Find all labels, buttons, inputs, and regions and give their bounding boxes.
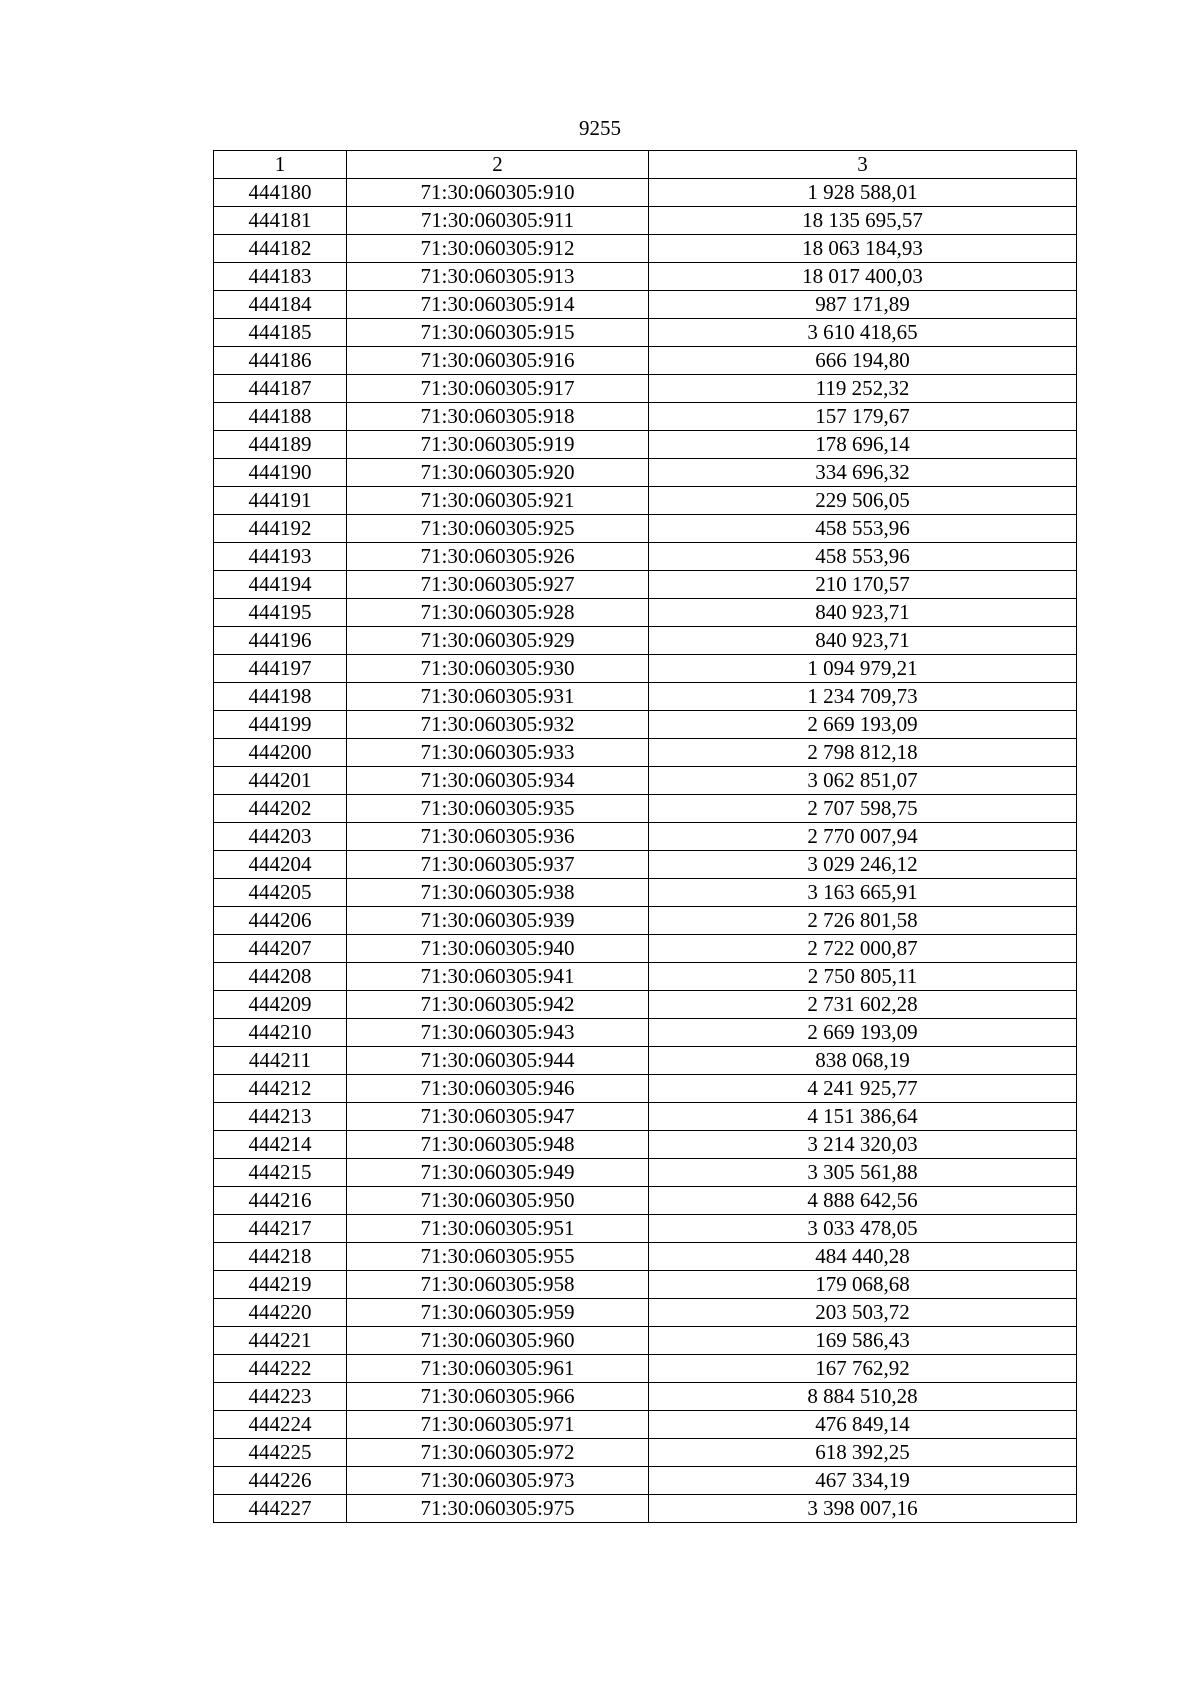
page-number: 9255 — [579, 116, 621, 140]
value-cell: 3 305 561,88 — [649, 1159, 1077, 1187]
table-row — [214, 1355, 1077, 1383]
cadastral-number-cell: 71:30:060305:949 — [347, 1159, 649, 1187]
table-row — [214, 1215, 1077, 1243]
value-cell: 179 068,68 — [649, 1271, 1077, 1299]
row-number-cell: 444219 — [214, 1271, 347, 1299]
row-number-cell: 444203 — [214, 823, 347, 851]
cadastral-number-cell: 71:30:060305:910 — [347, 179, 649, 207]
data-table — [213, 150, 1077, 1523]
column-header-3: 3 — [649, 151, 1077, 179]
value-cell: 1 094 979,21 — [649, 655, 1077, 683]
cadastral-number-cell: 71:30:060305:929 — [347, 627, 649, 655]
cadastral-number-cell: 71:30:060305:938 — [347, 879, 649, 907]
row-number-cell: 444216 — [214, 1187, 347, 1215]
table-row — [214, 739, 1077, 767]
value-cell: 157 179,67 — [649, 403, 1077, 431]
value-cell: 3 163 665,91 — [649, 879, 1077, 907]
cadastral-number-cell: 71:30:060305:917 — [347, 375, 649, 403]
value-cell: 3 062 851,07 — [649, 767, 1077, 795]
row-number-cell: 444214 — [214, 1131, 347, 1159]
value-cell: 3 029 246,12 — [649, 851, 1077, 879]
value-cell: 2 707 598,75 — [649, 795, 1077, 823]
table-row — [214, 1495, 1077, 1523]
cadastral-number-cell: 71:30:060305:955 — [347, 1243, 649, 1271]
cadastral-number-cell: 71:30:060305:944 — [347, 1047, 649, 1075]
row-number-cell: 444198 — [214, 683, 347, 711]
table-row — [214, 179, 1077, 207]
value-cell: 3 610 418,65 — [649, 319, 1077, 347]
row-number-cell: 444194 — [214, 571, 347, 599]
table-row — [214, 599, 1077, 627]
value-cell: 210 170,57 — [649, 571, 1077, 599]
table-row — [214, 263, 1077, 291]
value-cell: 178 696,14 — [649, 431, 1077, 459]
table-header-row — [214, 151, 1077, 179]
row-number-cell: 444196 — [214, 627, 347, 655]
cadastral-number-cell: 71:30:060305:921 — [347, 487, 649, 515]
cadastral-number-cell: 71:30:060305:911 — [347, 207, 649, 235]
cadastral-number-cell: 71:30:060305:940 — [347, 935, 649, 963]
value-cell: 2 669 193,09 — [649, 711, 1077, 739]
row-number-cell: 444187 — [214, 375, 347, 403]
table-row — [214, 935, 1077, 963]
table-row — [214, 1299, 1077, 1327]
value-cell: 4 151 386,64 — [649, 1103, 1077, 1131]
row-number-cell: 444215 — [214, 1159, 347, 1187]
value-cell: 18 063 184,93 — [649, 235, 1077, 263]
value-cell: 334 696,32 — [649, 459, 1077, 487]
table-row — [214, 851, 1077, 879]
row-number-cell: 444218 — [214, 1243, 347, 1271]
cadastral-number-cell: 71:30:060305:925 — [347, 515, 649, 543]
cadastral-number-cell: 71:30:060305:947 — [347, 1103, 649, 1131]
row-number-cell: 444180 — [214, 179, 347, 207]
table-row — [214, 1467, 1077, 1495]
table-row — [214, 1439, 1077, 1467]
cadastral-number-cell: 71:30:060305:933 — [347, 739, 649, 767]
table-row — [214, 347, 1077, 375]
table-row — [214, 963, 1077, 991]
table-row — [214, 207, 1077, 235]
row-number-cell: 444217 — [214, 1215, 347, 1243]
table-row — [214, 1103, 1077, 1131]
row-number-cell: 444207 — [214, 935, 347, 963]
row-number-cell: 444197 — [214, 655, 347, 683]
value-cell: 467 334,19 — [649, 1467, 1077, 1495]
cadastral-number-cell: 71:30:060305:935 — [347, 795, 649, 823]
row-number-cell: 444185 — [214, 319, 347, 347]
row-number-cell: 444188 — [214, 403, 347, 431]
row-number-cell: 444182 — [214, 235, 347, 263]
value-cell: 3 398 007,16 — [649, 1495, 1077, 1523]
table-row — [214, 907, 1077, 935]
value-cell: 169 586,43 — [649, 1327, 1077, 1355]
table-row — [214, 991, 1077, 1019]
row-number-cell: 444189 — [214, 431, 347, 459]
cadastral-number-cell: 71:30:060305:959 — [347, 1299, 649, 1327]
cadastral-number-cell: 71:30:060305:920 — [347, 459, 649, 487]
row-number-cell: 444220 — [214, 1299, 347, 1327]
cadastral-number-cell: 71:30:060305:918 — [347, 403, 649, 431]
cadastral-number-cell: 71:30:060305:916 — [347, 347, 649, 375]
table-row — [214, 571, 1077, 599]
table-row — [214, 767, 1077, 795]
cadastral-number-cell: 71:30:060305:966 — [347, 1383, 649, 1411]
cadastral-number-cell: 71:30:060305:942 — [347, 991, 649, 1019]
value-cell: 458 553,96 — [649, 543, 1077, 571]
value-cell: 2 731 602,28 — [649, 991, 1077, 1019]
row-number-cell: 444190 — [214, 459, 347, 487]
table-row — [214, 1383, 1077, 1411]
value-cell: 167 762,92 — [649, 1355, 1077, 1383]
table-body — [214, 179, 1077, 1523]
cadastral-number-cell: 71:30:060305:913 — [347, 263, 649, 291]
table-row — [214, 1019, 1077, 1047]
row-number-cell: 444206 — [214, 907, 347, 935]
row-number-cell: 444184 — [214, 291, 347, 319]
value-cell: 840 923,71 — [649, 627, 1077, 655]
cadastral-number-cell: 71:30:060305:932 — [347, 711, 649, 739]
cadastral-number-cell: 71:30:060305:972 — [347, 1439, 649, 1467]
value-cell: 666 194,80 — [649, 347, 1077, 375]
value-cell: 8 884 510,28 — [649, 1383, 1077, 1411]
row-number-cell: 444191 — [214, 487, 347, 515]
cadastral-number-cell: 71:30:060305:915 — [347, 319, 649, 347]
table-row — [214, 879, 1077, 907]
cadastral-number-cell: 71:30:060305:937 — [347, 851, 649, 879]
value-cell: 2 669 193,09 — [649, 1019, 1077, 1047]
table-row — [214, 291, 1077, 319]
row-number-cell: 444211 — [214, 1047, 347, 1075]
value-cell: 3 033 478,05 — [649, 1215, 1077, 1243]
value-cell: 1 928 588,01 — [649, 179, 1077, 207]
table-row — [214, 1131, 1077, 1159]
table-row — [214, 1411, 1077, 1439]
cadastral-number-cell: 71:30:060305:973 — [347, 1467, 649, 1495]
table-row — [214, 431, 1077, 459]
value-cell: 2 798 812,18 — [649, 739, 1077, 767]
row-number-cell: 444181 — [214, 207, 347, 235]
cadastral-number-cell: 71:30:060305:943 — [347, 1019, 649, 1047]
cadastral-number-cell: 71:30:060305:948 — [347, 1131, 649, 1159]
row-number-cell: 444193 — [214, 543, 347, 571]
value-cell: 987 171,89 — [649, 291, 1077, 319]
row-number-cell: 444201 — [214, 767, 347, 795]
cadastral-number-cell: 71:30:060305:941 — [347, 963, 649, 991]
value-cell: 484 440,28 — [649, 1243, 1077, 1271]
value-cell: 4 241 925,77 — [649, 1075, 1077, 1103]
cadastral-number-cell: 71:30:060305:961 — [347, 1355, 649, 1383]
value-cell: 2 770 007,94 — [649, 823, 1077, 851]
row-number-cell: 444221 — [214, 1327, 347, 1355]
table-row — [214, 1187, 1077, 1215]
cadastral-number-cell: 71:30:060305:946 — [347, 1075, 649, 1103]
value-cell: 3 214 320,03 — [649, 1131, 1077, 1159]
value-cell: 229 506,05 — [649, 487, 1077, 515]
cadastral-number-cell: 71:30:060305:960 — [347, 1327, 649, 1355]
value-cell: 2 726 801,58 — [649, 907, 1077, 935]
cadastral-number-cell: 71:30:060305:912 — [347, 235, 649, 263]
table-row — [214, 683, 1077, 711]
row-number-cell: 444225 — [214, 1439, 347, 1467]
row-number-cell: 444200 — [214, 739, 347, 767]
table-row — [214, 711, 1077, 739]
table-row — [214, 403, 1077, 431]
row-number-cell: 444227 — [214, 1495, 347, 1523]
row-number-cell: 444212 — [214, 1075, 347, 1103]
table-row — [214, 823, 1077, 851]
value-cell: 203 503,72 — [649, 1299, 1077, 1327]
table-row — [214, 375, 1077, 403]
table-row — [214, 459, 1077, 487]
cadastral-number-cell: 71:30:060305:971 — [347, 1411, 649, 1439]
value-cell: 458 553,96 — [649, 515, 1077, 543]
cadastral-number-cell: 71:30:060305:926 — [347, 543, 649, 571]
table-row — [214, 1271, 1077, 1299]
value-cell: 4 888 642,56 — [649, 1187, 1077, 1215]
table-row — [214, 1159, 1077, 1187]
cadastral-number-cell: 71:30:060305:958 — [347, 1271, 649, 1299]
row-number-cell: 444222 — [214, 1355, 347, 1383]
table-row — [214, 319, 1077, 347]
table-row — [214, 795, 1077, 823]
row-number-cell: 444183 — [214, 263, 347, 291]
value-cell: 2 750 805,11 — [649, 963, 1077, 991]
cadastral-number-cell: 71:30:060305:930 — [347, 655, 649, 683]
table-row — [214, 543, 1077, 571]
row-number-cell: 444213 — [214, 1103, 347, 1131]
table-row — [214, 1075, 1077, 1103]
value-cell: 18 017 400,03 — [649, 263, 1077, 291]
cadastral-number-cell: 71:30:060305:939 — [347, 907, 649, 935]
value-cell: 840 923,71 — [649, 599, 1077, 627]
cadastral-number-cell: 71:30:060305:928 — [347, 599, 649, 627]
cadastral-number-cell: 71:30:060305:951 — [347, 1215, 649, 1243]
value-cell: 618 392,25 — [649, 1439, 1077, 1467]
table-row — [214, 235, 1077, 263]
row-number-cell: 444209 — [214, 991, 347, 1019]
row-number-cell: 444224 — [214, 1411, 347, 1439]
row-number-cell: 444202 — [214, 795, 347, 823]
row-number-cell: 444205 — [214, 879, 347, 907]
value-cell: 119 252,32 — [649, 375, 1077, 403]
table-row — [214, 1243, 1077, 1271]
value-cell: 838 068,19 — [649, 1047, 1077, 1075]
row-number-cell: 444210 — [214, 1019, 347, 1047]
row-number-cell: 444223 — [214, 1383, 347, 1411]
row-number-cell: 444199 — [214, 711, 347, 739]
value-cell: 1 234 709,73 — [649, 683, 1077, 711]
cadastral-number-cell: 71:30:060305:936 — [347, 823, 649, 851]
table-row — [214, 515, 1077, 543]
cadastral-number-cell: 71:30:060305:950 — [347, 1187, 649, 1215]
cadastral-number-cell: 71:30:060305:927 — [347, 571, 649, 599]
column-header-2: 2 — [347, 151, 649, 179]
table-row — [214, 1047, 1077, 1075]
row-number-cell: 444226 — [214, 1467, 347, 1495]
row-number-cell: 444204 — [214, 851, 347, 879]
table-row — [214, 487, 1077, 515]
row-number-cell: 444186 — [214, 347, 347, 375]
value-cell: 476 849,14 — [649, 1411, 1077, 1439]
column-header-1: 1 — [214, 151, 347, 179]
cadastral-number-cell: 71:30:060305:931 — [347, 683, 649, 711]
cadastral-number-cell: 71:30:060305:919 — [347, 431, 649, 459]
row-number-cell: 444208 — [214, 963, 347, 991]
table-row — [214, 655, 1077, 683]
cadastral-number-cell: 71:30:060305:975 — [347, 1495, 649, 1523]
table-row — [214, 1327, 1077, 1355]
row-number-cell: 444192 — [214, 515, 347, 543]
value-cell: 18 135 695,57 — [649, 207, 1077, 235]
cadastral-number-cell: 71:30:060305:914 — [347, 291, 649, 319]
table-row — [214, 627, 1077, 655]
row-number-cell: 444195 — [214, 599, 347, 627]
value-cell: 2 722 000,87 — [649, 935, 1077, 963]
cadastral-number-cell: 71:30:060305:934 — [347, 767, 649, 795]
